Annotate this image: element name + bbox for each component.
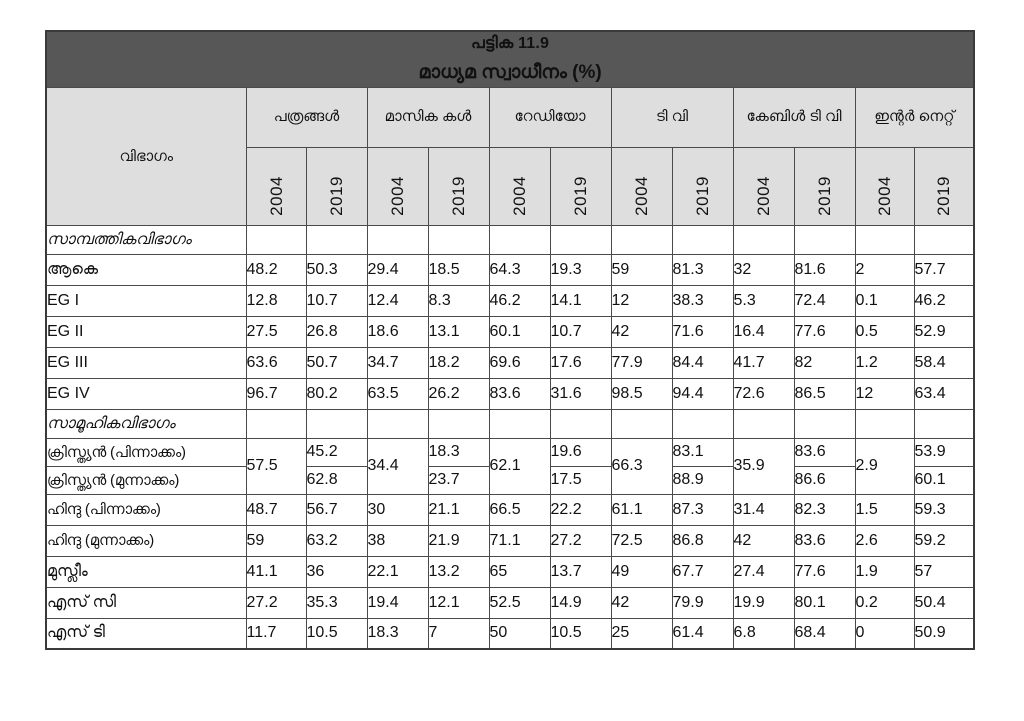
cell-value: 18.5 [428, 254, 489, 285]
cell-value: 42 [611, 587, 672, 618]
cell-value: 16.4 [733, 316, 794, 347]
header-year-magazines-2004: 2004 [367, 147, 428, 225]
header-year-radio-2004: 2004 [489, 147, 550, 225]
cell-value: 30 [367, 494, 428, 525]
header-year-internet-2004: 2004 [855, 147, 914, 225]
cell-value: 71.1 [489, 525, 550, 556]
table-row [46, 556, 974, 587]
table-title: പട്ടിക 11.9 [471, 35, 550, 52]
row-label: ഹിന്ദു (പിന്നാക്കം) [46, 494, 246, 525]
cell-value: 0.5 [855, 316, 914, 347]
empty-cell [246, 409, 306, 438]
cell-value: 19.6 [550, 438, 611, 466]
media-header-row [46, 87, 974, 147]
cell-value: 14.1 [550, 285, 611, 316]
header-newspapers: പത്രങ്ങൾ [246, 87, 367, 147]
cell-value: 72.4 [794, 285, 855, 316]
cell-value: 14.9 [550, 587, 611, 618]
cell-value: 84.4 [672, 347, 733, 378]
cell-value: 79.9 [672, 587, 733, 618]
cell-value: 65 [489, 556, 550, 587]
cell-value: 27.5 [246, 316, 306, 347]
empty-cell [914, 225, 974, 254]
cell-value: 86.8 [672, 525, 733, 556]
media-influence-table [45, 30, 975, 650]
header-year-radio-2019: 2019 [550, 147, 611, 225]
cell-value: 21.1 [428, 494, 489, 525]
cell-value: 69.6 [489, 347, 550, 378]
cell-value: 11.7 [246, 618, 306, 649]
empty-cell [855, 409, 914, 438]
cell-value-merged: 34.4 [367, 438, 428, 494]
cell-value-merged: 57.5 [246, 438, 306, 494]
empty-cell [550, 409, 611, 438]
header-year-tv-2019: 2019 [672, 147, 733, 225]
empty-cell [489, 225, 550, 254]
cell-value: 18.2 [428, 347, 489, 378]
header-magazines: മാസിക കൾ [367, 87, 489, 147]
cell-value: 57.7 [914, 254, 974, 285]
cell-value: 18.3 [367, 618, 428, 649]
cell-value: 64.3 [489, 254, 550, 285]
row-label: EG I [46, 285, 246, 316]
cell-value: 60.1 [914, 466, 974, 494]
cell-value: 52.9 [914, 316, 974, 347]
cell-value: 19.3 [550, 254, 611, 285]
cell-value: 63.2 [306, 525, 367, 556]
cell-value: 57 [914, 556, 974, 587]
row-label: ക്രിസ്ത്യൻ (പിന്നാക്കം) [46, 438, 246, 466]
header-internet: ഇന്റർ നെറ്റ് [855, 87, 974, 147]
header-year-cabletv-2019: 2019 [794, 147, 855, 225]
cell-value: 80.2 [306, 378, 367, 409]
empty-cell [733, 409, 794, 438]
cell-value: 25 [611, 618, 672, 649]
table-row [46, 494, 974, 525]
cell-value: 10.5 [550, 618, 611, 649]
row-label: EG II [46, 316, 246, 347]
cell-value: 38 [367, 525, 428, 556]
cell-value-merged: 35.9 [733, 438, 794, 494]
cell-value: 27.4 [733, 556, 794, 587]
cell-value: 1.5 [855, 494, 914, 525]
cell-value: 13.1 [428, 316, 489, 347]
cell-value: 72.5 [611, 525, 672, 556]
cell-value: 10.7 [550, 316, 611, 347]
cell-value: 12.4 [367, 285, 428, 316]
cell-value: 21.9 [428, 525, 489, 556]
cell-value: 42 [611, 316, 672, 347]
header-radio: റേഡിയോ [489, 87, 611, 147]
cell-value: 60.1 [489, 316, 550, 347]
empty-cell [367, 409, 428, 438]
table-row [46, 254, 974, 285]
cell-value: 50.7 [306, 347, 367, 378]
cell-value: 18.6 [367, 316, 428, 347]
cell-value: 50.3 [306, 254, 367, 285]
cell-value: 26.8 [306, 316, 367, 347]
cell-value: 71.6 [672, 316, 733, 347]
cell-value: 18.3 [428, 438, 489, 466]
cell-value: 41.1 [246, 556, 306, 587]
cell-value: 82.3 [794, 494, 855, 525]
cell-value: 77.9 [611, 347, 672, 378]
empty-cell [914, 409, 974, 438]
cell-value: 22.1 [367, 556, 428, 587]
empty-cell [794, 409, 855, 438]
cell-value: 68.4 [794, 618, 855, 649]
cell-value: 50.9 [914, 618, 974, 649]
empty-cell [672, 409, 733, 438]
cell-value: 62.8 [306, 466, 367, 494]
cell-value: 41.7 [733, 347, 794, 378]
row-label: EG III [46, 347, 246, 378]
cell-value: 58.4 [914, 347, 974, 378]
empty-cell [611, 409, 672, 438]
cell-value: 50 [489, 618, 550, 649]
cell-value: 0.1 [855, 285, 914, 316]
cell-value: 46.2 [914, 285, 974, 316]
cell-value: 23.7 [428, 466, 489, 494]
table-body [46, 225, 974, 649]
table-row [46, 285, 974, 316]
cell-value: 63.5 [367, 378, 428, 409]
cell-value: 53.9 [914, 438, 974, 466]
cell-value: 46.2 [489, 285, 550, 316]
cell-value: 35.3 [306, 587, 367, 618]
cell-value: 1.2 [855, 347, 914, 378]
cell-value: 66.5 [489, 494, 550, 525]
empty-cell [794, 225, 855, 254]
cell-value-merged: 2.9 [855, 438, 914, 494]
cell-value: 0 [855, 618, 914, 649]
header-year-magazines-2019: 2019 [428, 147, 489, 225]
cell-value: 0.2 [855, 587, 914, 618]
table-subtitle: മാധ്യമ സ്വാധീനം (%) [418, 62, 602, 84]
empty-cell [489, 409, 550, 438]
cell-value: 77.6 [794, 556, 855, 587]
header-tv: ടി വി [611, 87, 733, 147]
cell-value: 42 [733, 525, 794, 556]
title-row [46, 31, 974, 87]
cell-value: 8.3 [428, 285, 489, 316]
cell-value: 2 [855, 254, 914, 285]
cell-value: 6.8 [733, 618, 794, 649]
cell-value: 38.3 [672, 285, 733, 316]
cell-value: 52.5 [489, 587, 550, 618]
cell-value: 49 [611, 556, 672, 587]
table-title-cell [46, 31, 974, 87]
cell-value: 83.6 [489, 378, 550, 409]
cell-value: 2.6 [855, 525, 914, 556]
header-category: വിഭാഗം [46, 87, 246, 225]
header-year-tv-2004: 2004 [611, 147, 672, 225]
row-label: ഹിന്ദു (മുന്നാക്കം) [46, 525, 246, 556]
empty-cell [428, 409, 489, 438]
cell-value: 13.7 [550, 556, 611, 587]
cell-value: 88.9 [672, 466, 733, 494]
cell-value: 63.6 [246, 347, 306, 378]
cell-value: 59 [611, 254, 672, 285]
cell-value: 98.5 [611, 378, 672, 409]
table-row [46, 587, 974, 618]
row-label: എസ് സി [46, 587, 246, 618]
cell-value: 59 [246, 525, 306, 556]
cell-value: 61.4 [672, 618, 733, 649]
section-header-row [46, 225, 974, 254]
cell-value: 83.6 [794, 525, 855, 556]
cell-value: 48.7 [246, 494, 306, 525]
cell-value: 67.7 [672, 556, 733, 587]
cell-value: 83.1 [672, 438, 733, 466]
header-year-cabletv-2004: 2004 [733, 147, 794, 225]
cell-value: 29.4 [367, 254, 428, 285]
table-container [45, 30, 973, 685]
section-header-row [46, 409, 974, 438]
cell-value: 72.6 [733, 378, 794, 409]
cell-value: 7 [428, 618, 489, 649]
cell-value: 12.8 [246, 285, 306, 316]
header-year-newspapers-2004: 2004 [246, 147, 306, 225]
cell-value: 17.5 [550, 466, 611, 494]
cell-value: 26.2 [428, 378, 489, 409]
cell-value: 13.2 [428, 556, 489, 587]
empty-cell [306, 225, 367, 254]
cell-value: 48.2 [246, 254, 306, 285]
section-label-social: സാമൂഹികവിഭാഗം [46, 409, 246, 438]
cell-value: 87.3 [672, 494, 733, 525]
empty-cell [367, 225, 428, 254]
row-label: മുസ്ലീം [46, 556, 246, 587]
cell-value: 31.6 [550, 378, 611, 409]
cell-value: 22.2 [550, 494, 611, 525]
empty-cell [246, 225, 306, 254]
cell-value: 19.9 [733, 587, 794, 618]
row-label: ആകെ [46, 254, 246, 285]
empty-cell [611, 225, 672, 254]
cell-value: 82 [794, 347, 855, 378]
cell-value: 83.6 [794, 438, 855, 466]
cell-value: 34.7 [367, 347, 428, 378]
cell-value: 1.9 [855, 556, 914, 587]
cell-value: 50.4 [914, 587, 974, 618]
row-label: എസ് ടി [46, 618, 246, 649]
empty-cell [672, 225, 733, 254]
empty-cell [306, 409, 367, 438]
cell-value: 77.6 [794, 316, 855, 347]
empty-cell [550, 225, 611, 254]
cell-value: 80.1 [794, 587, 855, 618]
cell-value: 12 [611, 285, 672, 316]
cell-value: 81.6 [794, 254, 855, 285]
cell-value-merged: 62.1 [489, 438, 550, 494]
cell-value: 19.4 [367, 587, 428, 618]
cell-value: 59.2 [914, 525, 974, 556]
cell-value: 59.3 [914, 494, 974, 525]
cell-value: 10.5 [306, 618, 367, 649]
empty-cell [733, 225, 794, 254]
cell-value: 36 [306, 556, 367, 587]
cell-value: 61.1 [611, 494, 672, 525]
cell-value: 17.6 [550, 347, 611, 378]
header-cable-tv: കേബിൾ ടി വി [733, 87, 855, 147]
section-label-economic: സാമ്പത്തികവിഭാഗം [46, 225, 246, 254]
cell-value: 86.6 [794, 466, 855, 494]
header-year-newspapers-2019: 2019 [306, 147, 367, 225]
table-row [46, 316, 974, 347]
cell-value: 81.3 [672, 254, 733, 285]
cell-value: 27.2 [550, 525, 611, 556]
row-label: EG IV [46, 378, 246, 409]
empty-cell [855, 225, 914, 254]
cell-value: 12.1 [428, 587, 489, 618]
empty-cell [428, 225, 489, 254]
cell-value: 45.2 [306, 438, 367, 466]
cell-value: 86.5 [794, 378, 855, 409]
cell-value: 96.7 [246, 378, 306, 409]
table-head [46, 31, 974, 225]
row-label: ക്രിസ്ത്യൻ (മുന്നാക്കം) [46, 466, 246, 494]
cell-value: 27.2 [246, 587, 306, 618]
cell-value: 56.7 [306, 494, 367, 525]
cell-value: 10.7 [306, 285, 367, 316]
table-row [46, 378, 974, 409]
header-year-internet-2019: 2019 [914, 147, 974, 225]
cell-value: 12 [855, 378, 914, 409]
cell-value-merged: 66.3 [611, 438, 672, 494]
cell-value: 94.4 [672, 378, 733, 409]
cell-value: 32 [733, 254, 794, 285]
table-row [46, 438, 974, 466]
table-row [46, 618, 974, 649]
cell-value: 31.4 [733, 494, 794, 525]
table-row [46, 347, 974, 378]
cell-value: 63.4 [914, 378, 974, 409]
cell-value: 5.3 [733, 285, 794, 316]
table-row [46, 525, 974, 556]
